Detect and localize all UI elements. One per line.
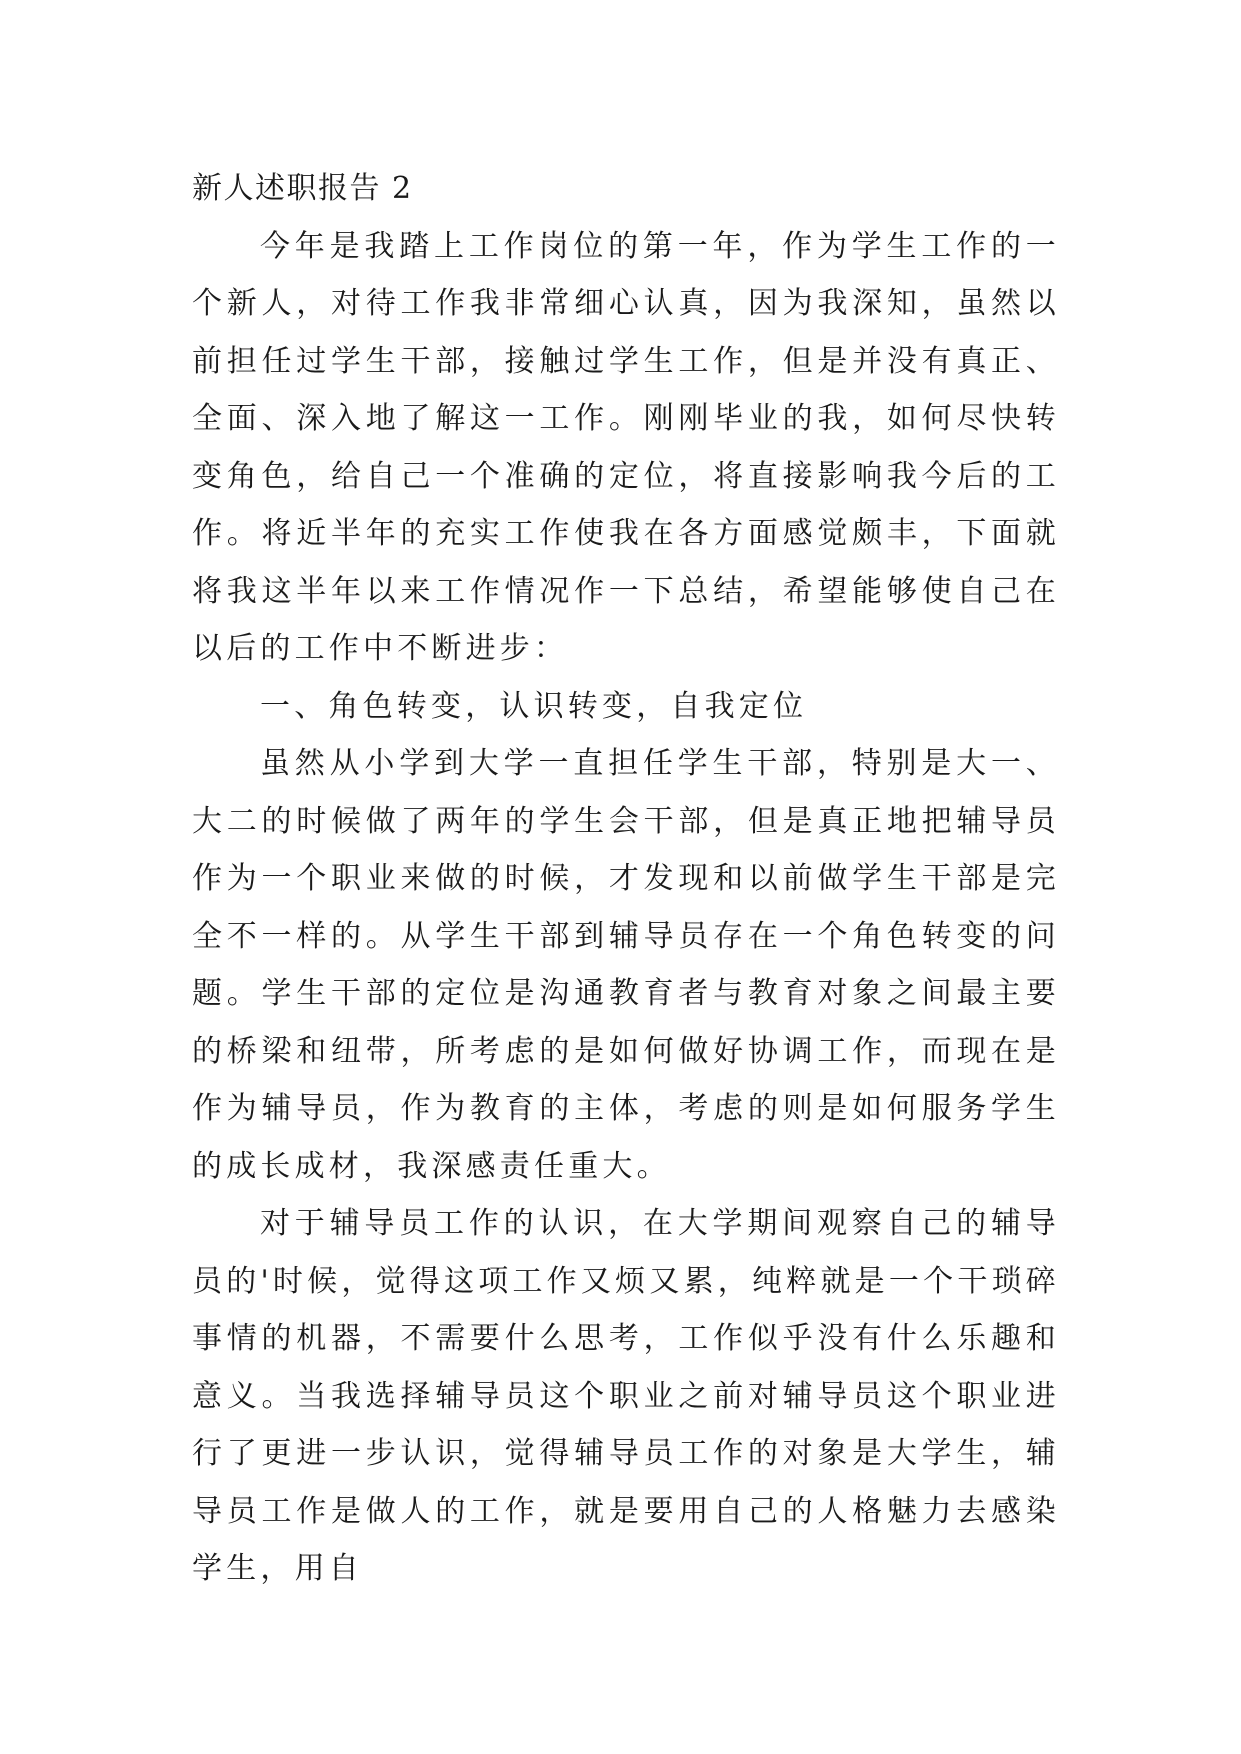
- document-title: 新人述职报告 2: [192, 171, 413, 206]
- section-heading-1: 一、角色转变，认识转变，自我定位: [260, 688, 808, 724]
- counselor-understanding-paragraph: 对于辅导员工作的认识，在大学期间观察自己的辅导员的'时候，觉得这项工作又烦又累，纯粹就是一个干琐碎事情的机器，不需要什么思考，工作似乎没有什么乐趣和意义。当我选择辅导员这个职业之前对辅导员这个职业进行了更进一步认识，觉得辅导员工作的对象是大学生，辅导员工作是做人的工作，就是要用自己的人格魅力去感染学生，用自: [192, 1206, 1060, 1586]
- document-body: [192, 160, 1060, 1598]
- role-change-paragraph: 虽然从小学到大学一直担任学生干部，特别是大一、大二的时候做了两年的学生会干部，但是真正地把辅导员作为一个职业来做的时候，才发现和以前做学生干部是完全不一样的。从学生干部到辅导员存在一个角色转变的问题。学生干部的定位是沟通教育者与教育对象之间最主要的桥梁和纽带，所考虑的是如何做好协调工作，而现在是作为辅导员，作为教育的主体，考虑的则是如何服务学生的成长成材，我深感责任重大。: [192, 746, 1060, 1184]
- intro-paragraph: 今年是我踏上工作岗位的第一年，作为学生工作的一个新人，对待工作我非常细心认真，因为我深知，虽然以前担任过学生干部，接触过学生工作，但是并没有真正、全面、深入地了解这一工作。刚刚毕业的我，如何尽快转变角色，给自己一个准确的定位，将直接影响我今后的工作。将近半年的充实工作使我在各方面感觉颇丰，下面就将我这半年以来工作情况作一下总结，希望能够使自己在以后的工作中不断进步：: [192, 228, 1060, 666]
